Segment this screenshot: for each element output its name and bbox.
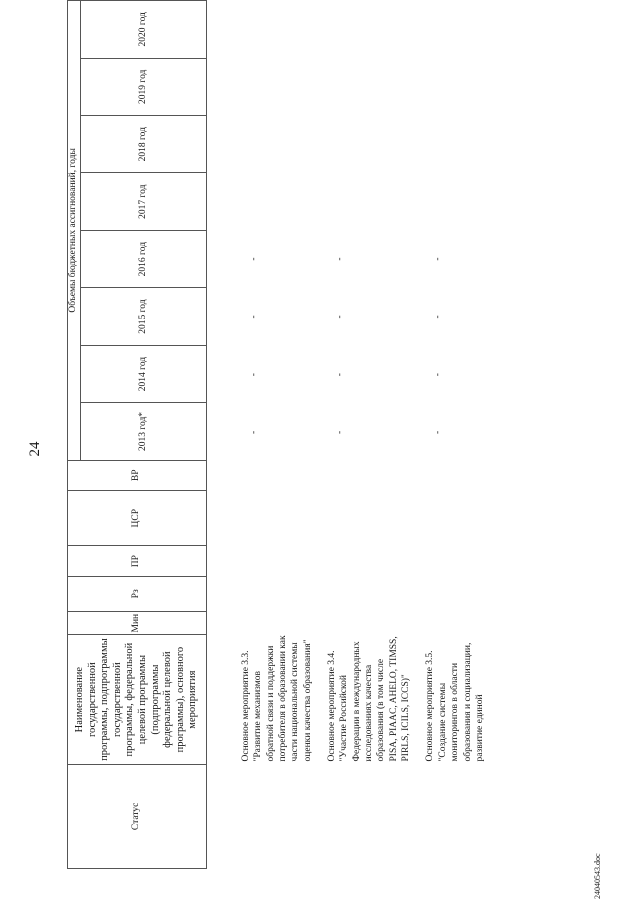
- value-cell: -: [335, 257, 346, 261]
- row-name: Основное мероприятие 3.5. "Создание системы мониторингов в области образования и социализации, развитие единой: [425, 642, 485, 762]
- value-cell: -: [433, 373, 444, 377]
- header-rz: Рз: [68, 576, 207, 611]
- value-cell: -: [249, 257, 259, 261]
- value-cell: -: [249, 373, 259, 377]
- header-budget-group: Объемы бюджетных ассигнований, годы: [68, 1, 81, 461]
- header-vr: ВР: [68, 460, 207, 490]
- table-row: [326, 0, 412, 869]
- page-number: 24: [27, 441, 43, 457]
- header-status: Статус: [68, 764, 207, 868]
- header-year: 2014 год: [81, 345, 207, 402]
- header-year: 2013 год*: [81, 403, 207, 460]
- budget-table-body: [240, 0, 486, 869]
- table-row: [424, 0, 486, 869]
- header-pr: ПР: [68, 546, 207, 576]
- header-min: Мин: [68, 611, 207, 635]
- header-year: 2018 год: [81, 116, 207, 173]
- footer-file-name: 24040543.doc: [593, 853, 602, 899]
- header-year: 2019 год: [81, 58, 207, 115]
- value-cell: -: [335, 430, 346, 434]
- value-cell: -: [335, 315, 346, 319]
- header-year: 2020 год: [81, 1, 207, 59]
- value-cell: -: [335, 373, 346, 377]
- header-year: 2017 год: [81, 173, 207, 230]
- row-name: Основное мероприятие 3.4. "Участие Российской Федерации в международных исследованиях качества образования (в том числе PISA, PIAAC, AHELO, TIMSS, PIRLS, ICILS, ICCS)": [327, 636, 412, 762]
- value-cell: -: [249, 430, 259, 434]
- table-row: [240, 0, 314, 869]
- header-year: 2015 год: [81, 288, 207, 345]
- header-year: 2016 год: [81, 230, 207, 287]
- row-name: Основное мероприятие 3.3. "Развитие механизмов обратной связи и поддержки потребителя в образовании как части национальной системы оценки качества образования": [241, 635, 313, 762]
- header-csr: ЦСР: [68, 490, 207, 546]
- value-cell: -: [433, 257, 444, 261]
- value-cell: -: [433, 315, 444, 319]
- budget-table-header: [67, 0, 207, 869]
- value-cell: -: [249, 315, 259, 319]
- value-cell: -: [433, 430, 444, 434]
- header-program-name: Наименование государственной программы, подпрограммы государственной программы, федеральной целевой программы (подпрограммы федеральной целевой программы), основного мероприятия: [68, 635, 207, 764]
